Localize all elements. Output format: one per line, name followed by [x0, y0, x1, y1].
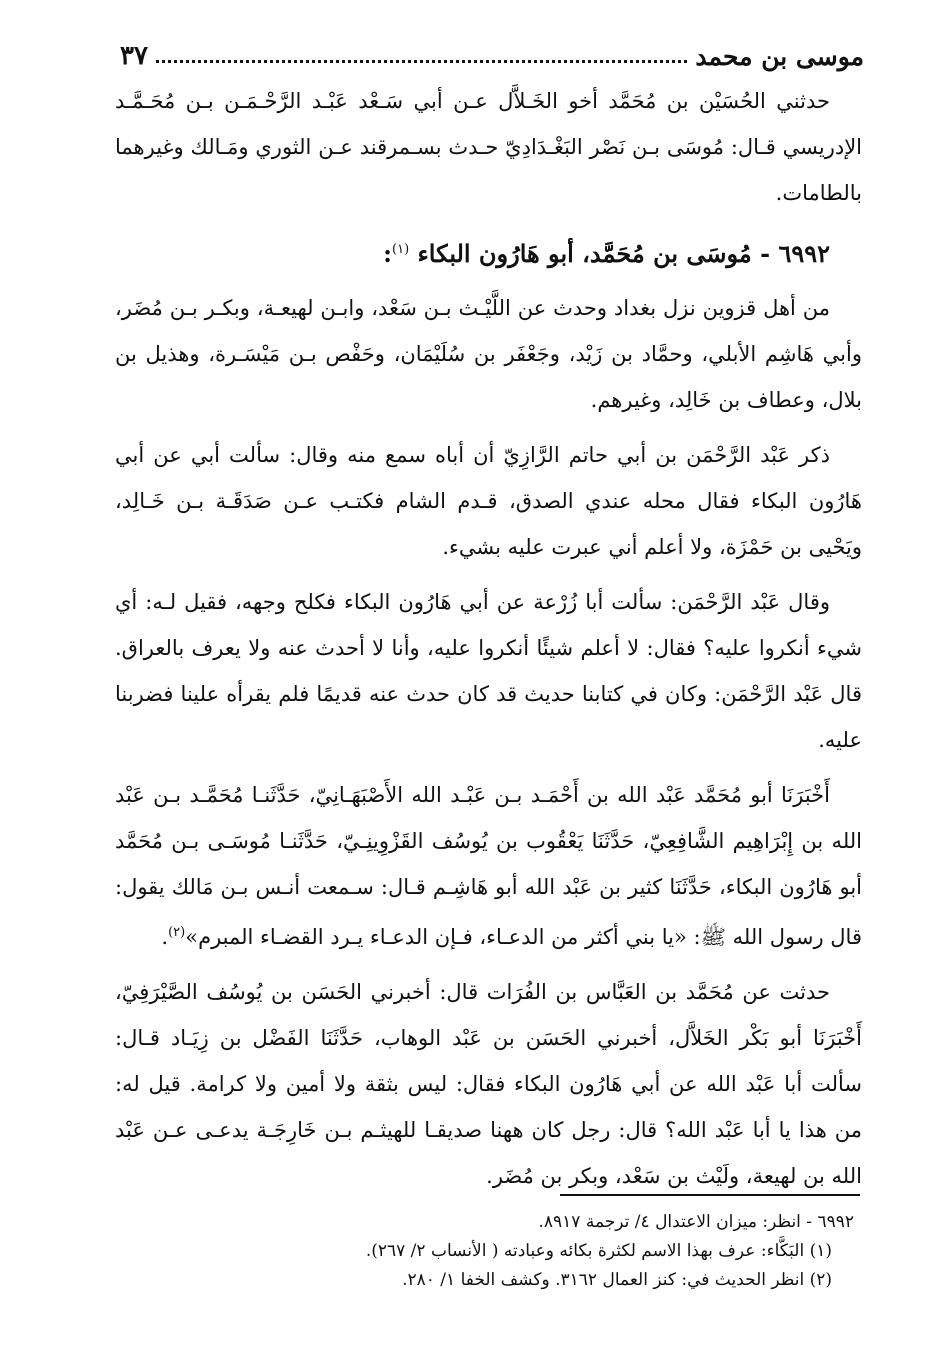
footnote-2: (٢) انظر الحديث في: كنز العمال ٣١٦٢. وكشف الخفا ١/ ٢٨٠.: [402, 1270, 832, 1290]
page-header: [120, 36, 864, 76]
main-text: [115, 78, 862, 1208]
heading-footnote-marker: (١): [392, 242, 410, 257]
hadith-footnote-marker: (٢): [168, 925, 186, 940]
running-title: موسى بن محمد: [695, 41, 864, 71]
footnotes: [220, 1208, 854, 1295]
paragraph-6: حدثت عن مُحَمَّد بن العَبَّاس بن الفُرَات قال: أخبرني الحَسَن بن يُوسُف الصَّيْرَفِيّ، أَخْبَرَنَا أبو بَكْر الخَلاَّل، أخبرني الحَسَن بن عَبْد الوهاب، حَدَّثَنَا الفَضْل بن زِيَـاد قـال: سألت أبا عَبْد الله عن أبي هَارُون البكاء فقال: ليس بثقة ولا أمين ولا كرامة. قيل له: من هذا يا أبا عَبْد الله؟ قال: رجل كان ههنا صديقـا للهيثـم بـن خَارِجَـة يدعـى عـن عَبْد الله بن لهيعة، ولَيْث بن سَعْد، وبكر بن مُضَر.: [115, 980, 862, 1188]
paragraph-1: حدثني الحُسَيْن بن مُحَمَّد أخو الخَـلاَّل عـن أبي سَـعْد عَبْـد الرَّحْـمَـن بـن مُحَـمَّـد الإدريسي قـال: مُوسَى بـن نَصْر البَغْـدَادِيّ حـدث بسـمرقند عـن الثوري ومَـالك وغيرهما بالطامات.: [115, 89, 862, 205]
header-dot-leader: [156, 60, 687, 63]
heading-colon: :: [383, 239, 392, 268]
footnote-entry-source: ٦٩٩٢ - انظر: ميزان الاعتدال ٤/ ترجمة ٨٩١٧.: [538, 1212, 854, 1232]
paragraph-5: [115, 772, 862, 960]
footnote-separator: [560, 1194, 860, 1196]
footnote-1: (١) البَكَّاء: عرف بهذا الاسم لكثرة بكائه وعبادته ( الأنساب ٢/ ٢٦٧).: [365, 1241, 832, 1261]
entry-heading: [115, 225, 862, 279]
page-number: ٣٧: [120, 41, 148, 71]
entry-heading-text: ٦٩٩٢ - مُوسَى بن مُحَمَّد، أبو هَارُون البكاء: [417, 239, 830, 268]
paragraph-2: من أهل قزوين نزل بغداد وحدث عن اللَّيْـث بـن سَعْد، وابـن لهيعـة، وبكـر بـن مُضَر، وأبي هَاشِم الأبلي، وحمَّاد بن زَيْد، وجَعْفَر بن سُلَيْمَان، وحَفْص بـن مَيْسَـرة، وهذيل بن بلال، وعطاف بن خَالِد، وغيرهم.: [115, 296, 862, 412]
paragraph-5-end: .: [161, 925, 169, 949]
paragraph-3: ذكر عَبْد الرَّحْمَن بن أبي حاتم الرَّازِيّ أن أباه سمع منه وقال: سألت أبي عن أبي هَارُون البكاء فقال محله عندي الصدق، قـدم الشام فكتـب عـن صَدَقَـة بـن خَـالِد، ويَحْيى بن حَمْزَة، ولا أعلم أني عبرت عليه بشيء.: [115, 443, 862, 559]
paragraph-5-text: أَخْبَرَنَا أبو مُحَمَّد عَبْد الله بن أَحْمَـد بـن عَبْـد الله الأَصْبَهَـانِيّ، حَدَّثَنـا مُحَمَّـد بـن عَبْد الله بن إِبْرَاهِيم الشَّافِعِيّ، حَدَّثَنَا يَعْقُوب بن يُوسُف القَزْوِينِـيّ، حَدَّثَنـا مُوسَـى بـن مُحَمَّد أبو هَارُون البكاء، حَدَّثَنَا كثير بن عَبْد الله أبو هَاشِـم قـال: سـمعت أنـس بـن مَالك يقول: قال رسول الله ﷺ: «يا بني أكثر من الدعـاء، فـإن الدعـاء يـرد القضـاء المبرم»: [115, 783, 862, 949]
paragraph-4: وقال عَبْد الرَّحْمَن: سألت أبا زُرْعة عن أبي هَارُون البكاء فكلح وجهه، فقيل لـه: أي شيء أنكروا عليه؟ فقال: لا أعلم شيئًا أنكروا عليه، وأنا لا أحدث عنه ولا يعرف بالعراق. قال عَبْد الرَّحْمَن: وكان في كتابنا حديث قد كان حدث عنه قديمًا فلم يقرأه علينا فضربنا عليه.: [115, 590, 862, 752]
